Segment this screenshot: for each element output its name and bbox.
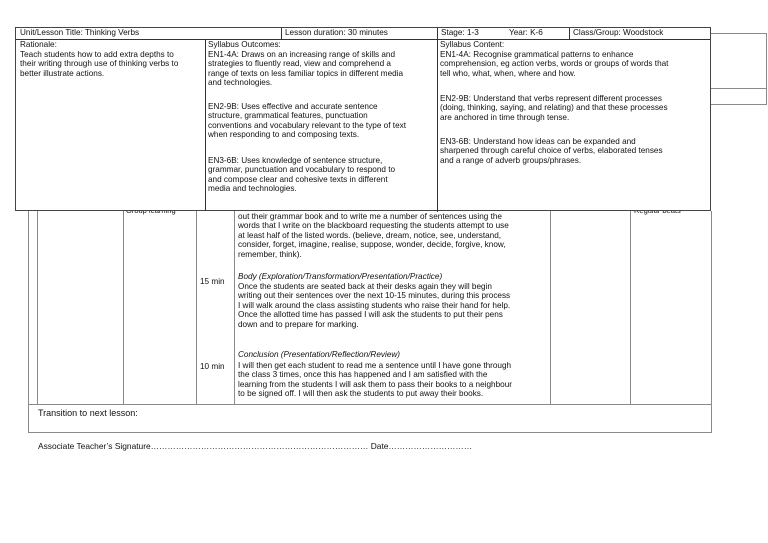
- associate-teacher-signature: Associate Teacher’s Signature…………………………………………………………………… Date…………………………: [38, 441, 473, 451]
- syllabus-outcome-item: EN3-6B: Uses knowledge of sentence structure, grammar, punctuation and vocabulary to respond to and compose clear and cohesive texts in different media and technologies.: [208, 156, 396, 194]
- unit-lesson-title: Unit/Lesson Title: Thinking Verbs: [20, 28, 140, 37]
- table-rule: [28, 404, 712, 405]
- introduction-continued-text: out their grammar book and to write me a number of sentences using the words that I write on the blackboard requesting the students attempt to use at least half of the listed words. (believe, dream, notice, see, understand, consider, forget, imagine, realise, suppose, wonder, decide, forgive, know, remember, think).: [238, 212, 509, 259]
- syllabus-outcomes-heading: Syllabus Outcomes:: [208, 40, 281, 49]
- table-rule: [766, 33, 767, 105]
- year: Year: K-6: [509, 28, 543, 37]
- table-rule: [28, 432, 712, 433]
- conclusion-text: I will then get each student to read me a sentence until I have gone through the class 3 times, once this has happened and I am satisfied with the learning from the students I will ask them to pass their books to a neighbour to be signed off. I will then ask the students to put away their books.: [238, 361, 512, 399]
- header-cell-rule: [437, 28, 438, 212]
- syllabus-outcome-item: EN2-9B: Uses effective and accurate sentence structure, grammatical features, punctuation conventions and vocabulary relevant to the type of text when responding to and composing texts.: [208, 102, 406, 140]
- class-group: Class/Group: Woodstock: [573, 28, 664, 37]
- header-cell-rule: [205, 39, 206, 211]
- table-rule: [711, 88, 767, 89]
- table-border-left: [28, 211, 29, 432]
- table-column-rule: [550, 211, 551, 404]
- header-cell-rule: [569, 28, 570, 39]
- body-text: Once the students are seated back at their desks again they will begin writing out their sentences over the next 10-15 minutes, during this process I will walk around the class assisting students who raise their hand for help. Once the allotted time has passed I will ask the students to put their pens down and to prepare for marking.: [238, 282, 511, 329]
- table-rule: [711, 33, 767, 34]
- conclusion-time: 10 min: [200, 362, 225, 371]
- body-heading: Body (Exploration/Transformation/Presentation/Practice): [238, 272, 443, 281]
- header-cell-rule: [281, 28, 282, 39]
- lesson-header-overlay: [15, 27, 711, 211]
- table-column-rule: [37, 211, 38, 404]
- syllabus-content-heading: Syllabus Content:: [440, 40, 505, 49]
- body-time: 15 min: [200, 277, 225, 286]
- table-border-right: [711, 211, 712, 432]
- syllabus-content-item: EN1-4A: Recognise grammatical patterns to enhance comprehension, eg action verbs, words or groups of words that tell who, what, when, where and how.: [440, 50, 669, 78]
- table-rule: [711, 104, 767, 105]
- table-column-rule: [196, 211, 197, 404]
- lesson-duration: Lesson duration: 30 minutes: [285, 28, 388, 37]
- table-column-rule: [630, 211, 631, 404]
- syllabus-outcome-item: EN1-4A: Draws on an increasing range of skills and strategies to fluently read, view and comprehend a range of texts on less familiar topics in different media and technologies.: [208, 50, 404, 88]
- rationale-heading: Rationale:: [20, 40, 57, 49]
- transition-label: Transition to next lesson:: [38, 408, 138, 418]
- conclusion-heading: Conclusion (Presentation/Reflection/Review): [238, 350, 401, 359]
- syllabus-content-item: EN2-9B: Understand that verbs represent different processes (doing, thinking, saying, and relating) and that these processes are anchored in time through tense.: [440, 94, 668, 122]
- stage: Stage: 1-3: [441, 28, 479, 37]
- table-column-rule: [234, 211, 235, 404]
- rationale-text: Teach students how to add extra depths to their writing through use of thinking verbs to better illustrate actions.: [20, 50, 179, 78]
- syllabus-content-item: EN3-6B: Understand how ideas can be expanded and sharpened through careful choice of verbs, elaborated tenses and a range of adverb groups/phrases.: [440, 137, 663, 165]
- header-row-rule: [16, 39, 710, 40]
- table-column-rule: [123, 211, 124, 404]
